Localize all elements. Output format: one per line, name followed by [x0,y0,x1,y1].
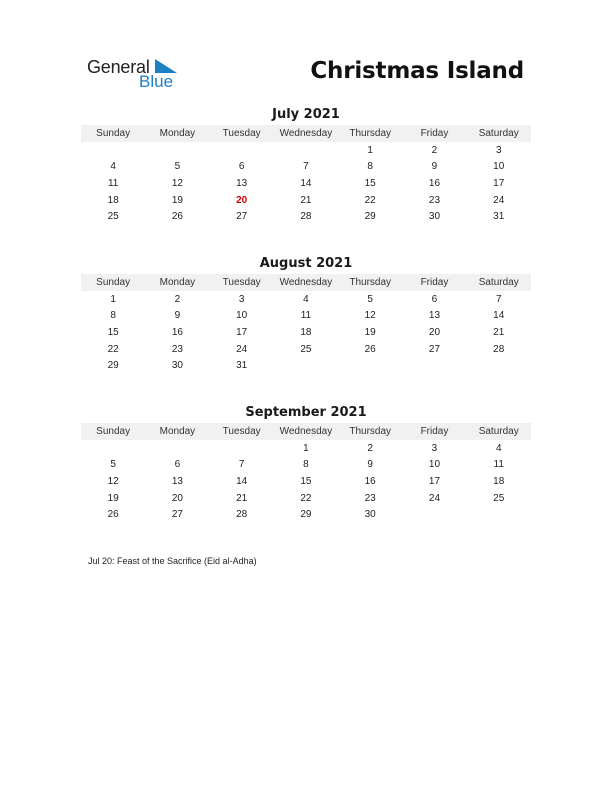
day-cell: 20 [428,326,441,338]
week-row [81,192,531,209]
weekday-header [81,274,531,291]
day-cell: 14 [236,475,248,487]
logo-text-general: General [87,57,150,77]
country-title: Christmas Island [310,58,524,84]
day-cell: 22 [364,194,376,206]
day-cell: 26 [107,509,119,521]
weekday-label: Thursday [349,426,392,437]
weekday-label: Thursday [349,277,392,288]
day-cell: 21 [300,194,312,206]
weekday-label: Monday [159,426,196,437]
month-block-august [81,255,531,374]
day-cell: 24 [428,492,441,504]
day-cell: 25 [107,211,119,223]
day-cell: 24 [493,194,505,206]
week-row [81,159,531,176]
week-row [81,440,531,457]
day-cell: 23 [171,343,183,355]
day-cell: 19 [107,492,119,504]
month-title: August 2021 [259,256,353,271]
day-cell: 12 [364,310,376,322]
day-cell: 26 [364,343,376,355]
weekday-header [81,423,531,440]
day-cell: 21 [493,326,505,338]
day-cell: 22 [300,492,312,504]
day-cell: 18 [493,475,505,487]
day-cell: 1 [303,442,309,454]
week-row [81,490,531,507]
day-cell: 11 [300,310,312,322]
day-cell: 7 [303,161,309,173]
day-cell: 26 [171,211,183,223]
day-cell: 19 [364,326,376,338]
weekday-label: Tuesday [222,277,261,288]
logo [87,56,187,92]
day-cell: 5 [110,459,116,471]
weekday-label: Wednesday [279,277,333,288]
day-cell: 18 [300,326,312,338]
day-cell: 16 [364,475,376,487]
weekday-label: Thursday [349,128,392,139]
weekday-label: Friday [420,128,449,139]
day-cell: 23 [428,194,441,206]
month-grid [81,291,531,374]
month-block-september [81,404,531,523]
week-row [81,473,531,490]
weekday-label: Wednesday [279,128,333,139]
day-cell: 4 [495,442,502,454]
weekday-label: Saturday [478,426,519,437]
day-cell: 29 [300,509,312,521]
day-cell: 12 [171,177,183,189]
week-row [81,324,531,341]
day-cell: 19 [171,194,183,206]
day-cell: 28 [236,509,248,521]
day-cell: 14 [493,310,505,322]
day-cell: 9 [174,310,181,322]
weekday-label: Monday [159,277,196,288]
day-cell: 28 [300,211,312,223]
weekday-label: Tuesday [222,426,261,437]
holiday-note: Jul 20: Feast of the Sacrifice (Eid al-Adha) [88,556,257,566]
day-cell: 9 [431,161,438,173]
weekday-label: Saturday [478,277,519,288]
week-row [81,142,531,159]
day-cell: 23 [364,492,376,504]
weekday-label: Sunday [96,426,131,437]
day-cell: 16 [428,177,441,189]
day-cell: 29 [364,211,376,223]
week-row [81,506,531,523]
weekday-header [81,125,531,142]
day-cell: 25 [300,343,312,355]
weekday-label: Wednesday [279,426,333,437]
day-cell: 17 [236,326,248,338]
day-cell: 5 [174,161,181,173]
weekday-label: Sunday [96,128,131,139]
day-cell: 31 [236,360,248,372]
day-cell: 1 [110,293,116,305]
day-cell: 16 [171,326,183,338]
week-row [81,175,531,192]
day-cell: 13 [171,475,183,487]
day-cell: 11 [107,177,119,189]
day-cell: 15 [364,177,376,189]
weekday-label: Tuesday [222,128,261,139]
day-cell: 30 [428,211,441,223]
month-grid [81,440,531,523]
day-cell: 3 [238,293,245,305]
day-cell: 20 [171,492,183,504]
day-cell: 1 [367,144,373,156]
day-cell: 6 [431,293,438,305]
day-cell: 24 [236,343,248,355]
day-cell: 11 [493,459,504,471]
day-cell: 9 [367,459,373,471]
day-cell: 10 [236,310,248,322]
day-cell: 18 [107,194,119,206]
day-cell: 10 [493,161,505,173]
day-cell: 7 [495,293,502,305]
day-cell: 8 [110,310,116,322]
day-cell: 22 [107,343,119,355]
day-cell: 2 [367,442,373,454]
day-cell: 5 [367,293,373,305]
weekday-label: Friday [420,426,449,437]
weekday-label: Monday [159,128,196,139]
day-cell: 27 [236,211,248,223]
day-cell: 31 [493,211,505,223]
day-cell: 12 [107,475,119,487]
weekday-label: Friday [420,277,449,288]
day-cell: 2 [174,293,181,305]
month-grid [81,142,531,225]
day-cell: 17 [428,475,441,487]
day-cell: 8 [303,459,309,471]
weekday-label: Saturday [478,128,519,139]
day-cell: 4 [110,161,116,173]
day-cell: 17 [493,177,505,189]
month-title: July 2021 [272,107,340,122]
day-cell: 8 [367,161,373,173]
day-cell: 30 [364,509,376,521]
week-row [81,208,531,225]
day-cell: 3 [431,442,438,454]
weekday-label: Sunday [96,277,131,288]
day-cell: 7 [238,459,245,471]
day-cell: 4 [303,293,309,305]
day-cell: 27 [171,509,183,521]
day-cell: 30 [171,360,183,372]
day-cell: 3 [495,144,502,156]
day-cell: 27 [428,343,441,355]
week-row [81,341,531,358]
day-cell-holiday: 20 [236,194,248,206]
day-cell: 14 [300,177,312,189]
day-cell: 13 [428,310,441,322]
month-title: September 2021 [245,405,367,420]
week-row [81,291,531,308]
day-cell: 15 [300,475,312,487]
week-row [81,457,531,474]
logo-text-blue: Blue [139,72,174,91]
week-row [81,308,531,325]
month-block-july [81,106,531,225]
day-cell: 25 [493,492,505,504]
logo-triangle-icon [155,59,177,73]
week-row [81,357,531,374]
day-cell: 6 [238,161,245,173]
day-cell: 2 [431,144,438,156]
day-cell: 13 [236,177,248,189]
day-cell: 10 [428,459,441,471]
day-cell: 15 [107,326,119,338]
day-cell: 6 [174,459,181,471]
day-cell: 28 [493,343,505,355]
day-cell: 29 [107,360,119,372]
day-cell: 21 [236,492,248,504]
